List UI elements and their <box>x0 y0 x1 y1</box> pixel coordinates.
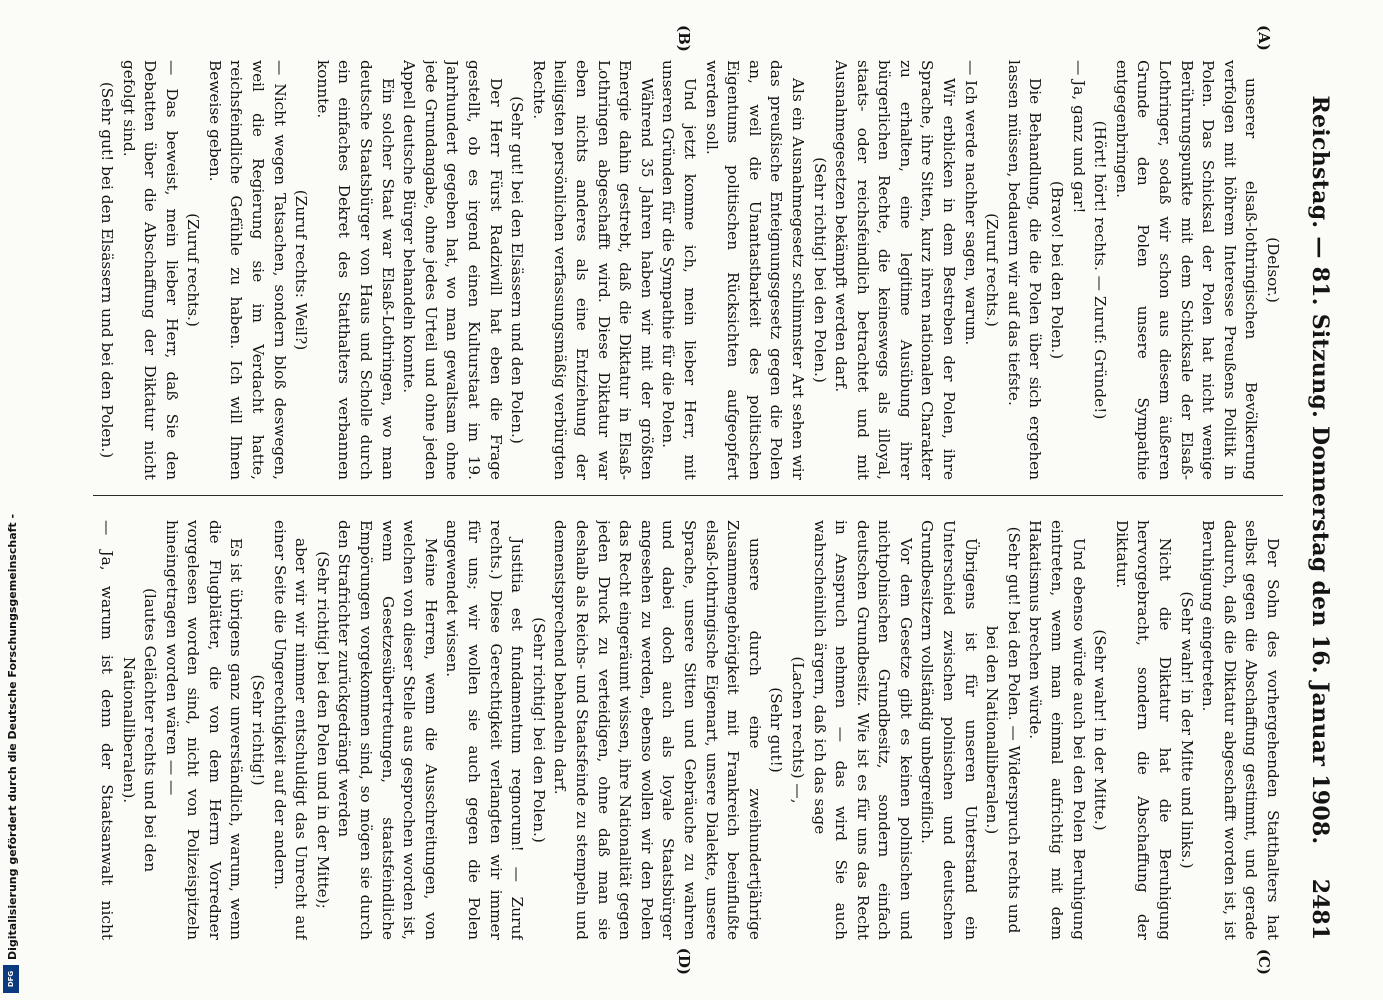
dfg-logo <box>3 965 19 993</box>
column-paragraph: — Das beweist, mein lieber Herr, daß Sie den Debatten über die Abschaffung der Diktatur nicht gefolgt sind. <box>119 60 181 480</box>
column-paragraph: Und jetzt komme ich, mein lieber Herr, mit unseren Gründen für die Sympathie für die Polen. <box>659 60 699 480</box>
margin-marker-b: (B) <box>675 25 693 52</box>
column-paragraph: Der Sohn des vorhergehenden Statthalters hat selbst gegen die Abschaffung gestimmt, und gerade dadurch, daß die Diktatur abgeschafft worden ist, ist Beruhigung eingetreten. <box>1199 520 1282 940</box>
column-paragraph: (Sehr richtig! bei den Polen.) <box>810 157 829 383</box>
left-column <box>93 60 1283 480</box>
column-paragraph: Nicht die Diktatur hat die Beruhigung hervorgebracht, sondern die Abschaffung der Diktatur. <box>1112 520 1175 940</box>
column-paragraph: (Delsor.) <box>1264 237 1282 303</box>
margin-marker-c: (C) <box>1255 948 1273 975</box>
margin-marker-d: (D) <box>675 947 693 975</box>
column-paragraph: Und ebenso würde auch bei den Polen Beruhigung eintreten, wenn man einmal aufrichtig mit dem Hakatismus brechen würde. <box>1026 520 1088 940</box>
column-paragraph: (Zuruf rechts.) <box>184 213 203 327</box>
column-paragraph: Meine Herren, wenn die Ausschreitungen, von welchen von dieser Stelle aus gesprochen worden ist, wenn Gesetzesübertretungen, staatsfeindliche Empörungen vorgekommen sind, so mögen sie durch den Strafrichter zurückgedrängt werden <box>335 520 440 940</box>
column-paragraph: — Ja, warum ist denn der Staatsanwalt nicht <box>97 520 116 940</box>
right-column <box>93 520 1283 940</box>
column-paragraph: Übrigens ist für unseren Unterstand ein Unterschied zwischen polnischen und deutschen Grundbesitzern vollständig unbegreiflich. <box>918 520 980 940</box>
column-paragraph: — Nicht wegen Tatsachen, sondern bloß deswegen, weil die Regierung sie im Verdacht hatte, reichsfeindliche Gefühle zu haben. Ich will Ihnen Beweise geben. <box>205 60 289 480</box>
column-paragraph: (lautes Gelächter rechts und bei den Nationalliberalen). <box>119 587 160 873</box>
column-paragraph: Der Herr Fürst Radziwill hat eben die Frage gestellt, ob es irgend einen Kulturstaat im 19. Jahrhundert gegeben hat, wo man gewaltsam ohne jede Grundangabe, ohne jedes Urteil und ohne jeden Appell deutsche Bürger behandeln konnte. <box>400 60 505 480</box>
column-paragraph: Ein solcher Staat war Elsaß-Lothringen, wo man deutsche Staatsbürger von Haus und Scholle durch ein einfaches Dekret des Statthalters verbannen konnte. <box>313 60 397 480</box>
column-rule <box>93 495 1283 496</box>
column-paragraph: (Lachen rechts) —, <box>788 656 807 804</box>
column-paragraph: (Bravo! bei den Polen.) <box>1048 180 1067 360</box>
column-paragraph: (Sehr gut! bei den Elsässern und bei den Polen.) <box>97 81 116 459</box>
column-paragraph: (Zuruf rechts.) <box>983 213 1002 327</box>
column-paragraph: aber wir wir nimmer entschuldigt das Unrecht auf einer Seite die Ungerechtigkeit auf der andern. <box>270 520 311 940</box>
column-paragraph: (Sehr wahr! in der Mitte und links.) <box>1177 591 1196 869</box>
page-number: 2481 <box>1307 878 1333 940</box>
column-paragraph: — Ich werde nachher sagen, warum. <box>961 60 980 346</box>
column-paragraph: — Ja, ganz und gar! <box>1069 60 1088 214</box>
column-paragraph: (Sehr richtig! bei den Polen und in der Mitte); <box>313 551 332 909</box>
column-paragraph: (Zuruf rechts: Weil?) <box>292 189 311 351</box>
column-paragraph: (Sehr richtig! bei den Polen.) <box>529 617 548 843</box>
page-header <box>1293 60 1333 940</box>
column-paragraph: (Sehr gut! bei den Polen. — Widerspruch rechts und bei den Nationalliberalen.) <box>983 526 1023 934</box>
column-paragraph: Vor dem Gesetze gibt es keinen polnischen und nichtpolnischen Grundbesitz, sondern einfach deutschen Grundbesitz. Wie ist es für uns das Recht in Anspruch nehmen — das wird Sie auch wahrscheinlich ärgern, daß ich das sage <box>810 520 915 940</box>
column-paragraph: (Sehr wahr! in der Mitte.) <box>1091 629 1110 831</box>
column-paragraph: Als ein Ausnahmegesetz schlimmster Art sehen wir das preußische Enteignungsgesetz gegen die Polen an, weil die Unantastbarkeit des politischen Eigentums politischen Rücksichten aufgeopfert werden soll. <box>702 60 807 480</box>
column-paragraph: unserer elsaß-lothringischen Bevölkerung verfolgen mit höhrem Interesse Preußens Politik in Polen. Das Schicksal der Polen hat nicht wenige Berührungspunkte mit dem Schicksale der Elsaß-Lothringer, sodaß wir schon aus diesem äußeren Grunde den Polen unsere Sympathie entgegenbringen. <box>1112 60 1261 480</box>
running-title: Reichstag. — 81. Sitzung. Donnerstag den 16. Januar 1908. <box>1307 95 1333 845</box>
column-paragraph: unsere durch eine zweihundertjährige Zusammengehörigkeit mit Frankreich beeinflußte elsaß-lothringische Eigenart, unsere Dialekte, unsere Sprache, unsere Sitten und Gebräuche zu wahren und dabei doch auch als loyale Staatsbürger angesehen zu werden, ebenso wollen wir den Polen das Recht eingeräumt wissen, ihre Nationalität gegen jeden Druck zu verteidigen, ohne daß man sie deshalb als Reichs- und Staatsfeinde zu stempeln und demenstsprechend behandeln darf. <box>551 520 764 940</box>
column-paragraph: Justitia est fundamentum regnorum! — Zuruf rechts.) Diese Gerechtigkeit verlangten wir immer für uns; wir wollen sie auch gegen die Polen angewendet wissen. <box>443 520 527 940</box>
digitization-credit <box>3 30 23 995</box>
column-paragraph: Die Behandlung, die die Polen über sich ergehen lassen müssen, bedauern wir auf das tiefste. <box>1004 60 1045 480</box>
column-paragraph: (Sehr gut!) <box>767 687 786 773</box>
margin-marker-a: (A) <box>1255 25 1273 51</box>
column-paragraph <box>93 60 95 480</box>
column-paragraph: (Hört! hört! rechts. — Zuruf: Gründe!) <box>1091 120 1110 420</box>
column-paragraph: (Sehr gut! bei den Elsässern und den Polen.) <box>508 96 527 444</box>
column-paragraph: Während 35 Jahren haben wir mit der größten Energie dahin gestrebt, daß die Diktatur in Elsaß-Lothringen abgeschafft wird. Diese Diktatur war eben nichts anderes als eine Entziehung der heiligsten persönlichen verfassungsmäßig verbürgten Rechte. <box>529 60 656 480</box>
column-paragraph: Es ist übrigens ganz unverständlich, warum, wenn die Flugblätter, die von dem Herrn Vorredner vorgelesen worden sind, nicht von Polizeispitzeln hineingetragen worden wären — — <box>162 520 246 940</box>
credit-text: Digitalisierung gefördert durch die Deutsche Forschungsgemeinschaft - <box>6 513 19 960</box>
column-paragraph: Wir erblicken in dem Bestreben der Polen, ihre Sprache, ihre Sitten, kurz ihren nationalen Charakter zu erhalten, eine legitime Ausübung ihrer bürgerlichen Rechte, die keineswegs als illoyal, staats- oder reichsfeindlich betrachtet und mit Ausnahmegesetzen bekämpft werden darf. <box>832 60 959 480</box>
dfg-logo-text: DFG <box>7 970 15 988</box>
column-paragraph: (Sehr richtig!) <box>249 674 268 786</box>
